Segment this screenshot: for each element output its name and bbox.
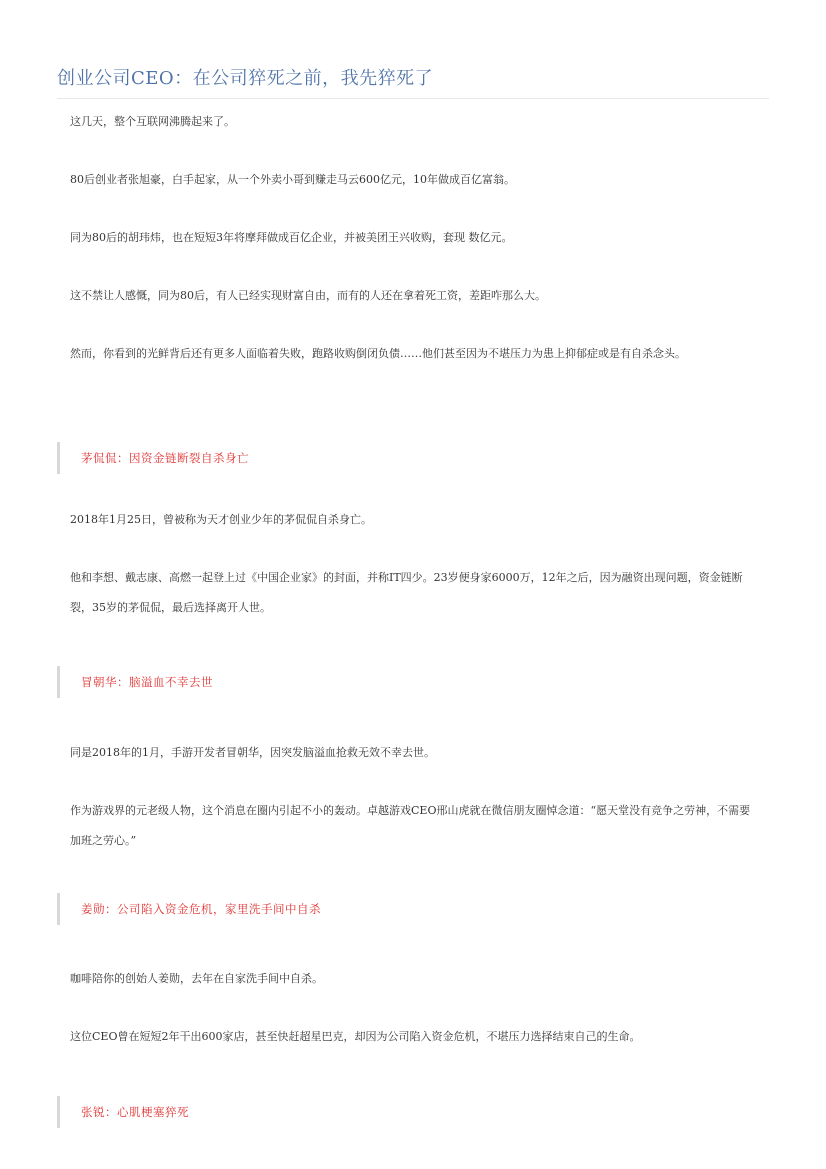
paragraph: 同是2018年的1月，手游开发者冒朝华，因突发脑溢血抢救无效不幸去世。 — [70, 746, 435, 759]
section-heading: 冒朝华：脑溢血不幸去世 — [57, 666, 781, 698]
paragraph: 这位CEO曾在短短2年干出600家店，甚至快赶超星巴克，却因为公司陷入资金危机，不堪压力选择结束自己的生命。 — [70, 1030, 641, 1043]
section-heading: 张锐：心肌梗塞猝死 — [57, 1096, 781, 1128]
paragraph: 80后创业者张旭豪，白手起家，从一个外卖小哥到赚走马云600亿元，10年做成百亿富翁。 — [70, 173, 515, 186]
section-heading: 姜勋：公司陷入资金危机，家里洗手间中自杀 — [57, 893, 781, 925]
paragraph: 同为80后的胡玮炜，也在短短3年将摩拜做成百亿企业，并被美团王兴收购，套现 数亿元。 — [70, 231, 513, 244]
page-title: 创业公司CEO：在公司猝死之前，我先猝死了 — [57, 68, 434, 89]
paragraph: 2018年1月25日，曾被称为天才创业少年的茅侃侃自杀身亡。 — [70, 513, 372, 526]
paragraph: 咖啡陪你的创始人姜勋，去年在自家洗手间中自杀。 — [70, 972, 323, 985]
paragraph: 作为游戏界的元老级人物，这个消息在圈内引起不小的轰动。卓越游戏CEO邢山虎就在微信朋友圈悼念道：“愿天堂没有竞争之劳神，不需要加班之劳心。” — [70, 804, 751, 847]
title-divider — [57, 98, 769, 99]
section-heading: 茅侃侃：因资金链断裂自杀身亡 — [57, 442, 781, 474]
paragraph: 这不禁让人感慨，同为80后，有人已经实现财富自由，而有的人还在拿着死工资，差距咋那么大。 — [70, 289, 546, 302]
paragraph: 他和李想、戴志康、高燃一起登上过《中国企业家》的封面，并称IT四少。23岁便身家6000万，12年之后，因为融资出现问题，资金链断裂，35岁的茅侃侃，最后选择离开人世。 — [70, 571, 743, 614]
paragraph: 然而，你看到的光鲜背后还有更多人面临着失败，跑路收购倒闭负债……他们甚至因为不堪压力为患上抑郁症或是有自杀念头。 — [70, 347, 686, 360]
paragraph: 这几天，整个互联网沸腾起来了。 — [70, 115, 235, 128]
